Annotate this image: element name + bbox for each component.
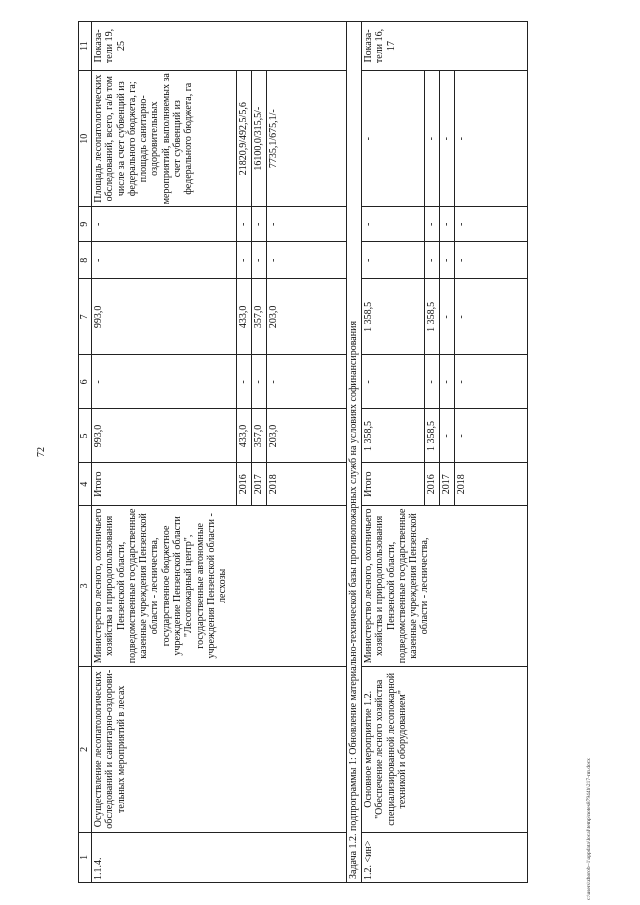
row-12-c9-2016: - — [425, 207, 440, 242]
file-path-footer: c:\users\zhorob~1\appdata\local\temp\notes87944b\217-пп.docx — [586, 758, 592, 900]
row-114-c8-2016: - — [237, 242, 252, 279]
row-114-c10-2016: 21820,9/492,5/5,6 — [237, 71, 252, 207]
row-114-c5-2016: 433,0 — [237, 409, 252, 463]
row-114-year-2018: 2018 — [267, 463, 347, 505]
row-114-c8-2017: - — [252, 242, 267, 279]
header-col-9: 9 — [79, 207, 92, 242]
row-114-c6-2018: - — [267, 355, 347, 409]
row-114-activity: Осуществление лесопатологических обследований и санитарно-оздорови-тельных мероприятий в лесах — [92, 666, 347, 832]
row-12-c7-total: 1 358,5 — [362, 279, 425, 355]
row-114-c10-2017: 16100,0/315,5/- — [252, 71, 267, 207]
header-row — [79, 22, 92, 883]
row-114-c6-2016: - — [237, 355, 252, 409]
row-114-c7-2016: 433,0 — [237, 279, 252, 355]
row-12-year-total: Итого — [362, 463, 425, 505]
row-114-c10-2018: 7735,1/675,1/- — [267, 71, 347, 207]
row-12-c8-2017: - — [440, 242, 455, 279]
table-row — [362, 22, 425, 883]
row-114-c9-2016: - — [237, 207, 252, 242]
row-114-c9-2018: - — [267, 207, 347, 242]
header-col-3: 3 — [79, 505, 92, 666]
row-12-c9-2018: - — [455, 207, 528, 242]
header-col-10: 10 — [79, 71, 92, 207]
program-activities-table — [78, 21, 528, 883]
row-114-executor: Министерство лесного, охотничьего хозяйства и природопользования Пензенской области, подведомственные государственные казенные учреждения Пензенской области - лесничества, государственное бюджетное учреждение Пензенской области "Лесопожарный центр", государственные автономные учреждения Пензенской области - лесхозы — [92, 505, 347, 666]
row-114-year-total: Итого — [92, 463, 237, 505]
row-114-c7-2018: 203,0 — [267, 279, 347, 355]
task-1-2-title: Задача 1.2. подпрограммы 1: Обновление материально-технической базы противопожарных служб на условиях софинансирования — [347, 22, 362, 883]
header-col-7: 7 — [79, 279, 92, 355]
header-col-1: 1 — [79, 832, 92, 882]
row-12-c6-2018: - — [455, 355, 528, 409]
row-114-number: 1.1.4. — [92, 832, 347, 882]
row-12-year-2016: 2016 — [425, 463, 440, 505]
row-12-c5-2018: - — [455, 409, 528, 463]
row-114-indicators: Показа-тели 19, 25 — [92, 22, 347, 71]
row-12-c6-total: - — [362, 355, 425, 409]
row-12-c10-2018: - — [455, 71, 528, 207]
row-114-c5-2018: 203,0 — [267, 409, 347, 463]
row-114-c7-total: 993,0 — [92, 279, 237, 355]
row-12-c5-total: 1 358,5 — [362, 409, 425, 463]
row-114-c8-total: - — [92, 242, 237, 279]
row-12-year-2018: 2018 — [455, 463, 528, 505]
row-114-year-2017: 2017 — [252, 463, 267, 505]
row-12-year-2017: 2017 — [440, 463, 455, 505]
row-114-year-2016: 2016 — [237, 463, 252, 505]
header-col-11: 11 — [79, 22, 92, 71]
row-12-c9-2017: - — [440, 207, 455, 242]
row-114-c5-2017: 357,0 — [252, 409, 267, 463]
row-114-c6-2017: - — [252, 355, 267, 409]
row-114-c8-2018: - — [267, 242, 347, 279]
header-col-8: 8 — [79, 242, 92, 279]
row-12-executor: Министерство лесного, охотничьего хозяйства и природопользования Пензенской области, подведомственные государственные казенные учреждения Пензенской области - лесничества, — [362, 505, 528, 666]
header-col-5: 5 — [79, 409, 92, 463]
page-number: 72 — [36, 447, 47, 457]
header-col-6: 6 — [79, 355, 92, 409]
row-12-c10-2017: - — [440, 71, 455, 207]
row-12-c10-2016: - — [425, 71, 440, 207]
row-12-activity: Основное мероприятие 1.2. "Обеспечение лесного хозяйства специализированной лесопожарной техникой и оборудованием" — [362, 666, 528, 832]
row-12-c7-2016: 1 358,5 — [425, 279, 440, 355]
row-12-indicators: Показа-тели 16, 17 — [362, 22, 528, 71]
task-heading-row — [347, 22, 362, 883]
row-114-c6-total: - — [92, 355, 237, 409]
row-12-c6-2016: - — [425, 355, 440, 409]
row-12-c8-2018: - — [455, 242, 528, 279]
header-col-2: 2 — [79, 666, 92, 832]
row-12-c8-2016: - — [425, 242, 440, 279]
row-114-c7-2017: 357,0 — [252, 279, 267, 355]
row-114-c10-main: Площадь лесопатологических обследований, всего, га/в том числе за счет субвенций из федерального бюджета, га; площадь санитарно-оздоровительных мероприятий, выполняемых за счет субвенций из федерального бюджета, га — [92, 71, 237, 207]
row-12-number: 1.2. <ин> — [362, 832, 528, 882]
rotated-table-sheet — [78, 21, 608, 883]
row-12-c5-2016: 1 358,5 — [425, 409, 440, 463]
row-114-c9-total: - — [92, 207, 237, 242]
table-row — [92, 22, 237, 883]
row-12-c10-total: - — [362, 71, 425, 207]
row-12-c8-total: - — [362, 242, 425, 279]
header-col-4: 4 — [79, 463, 92, 505]
row-12-c6-2017: - — [440, 355, 455, 409]
row-12-c5-2017: - — [440, 409, 455, 463]
row-114-c5-total: 993,0 — [92, 409, 237, 463]
row-114-c9-2017: - — [252, 207, 267, 242]
row-12-c7-2018: - — [455, 279, 528, 355]
row-12-c7-2017: - — [440, 279, 455, 355]
row-12-c9-total: - — [362, 207, 425, 242]
